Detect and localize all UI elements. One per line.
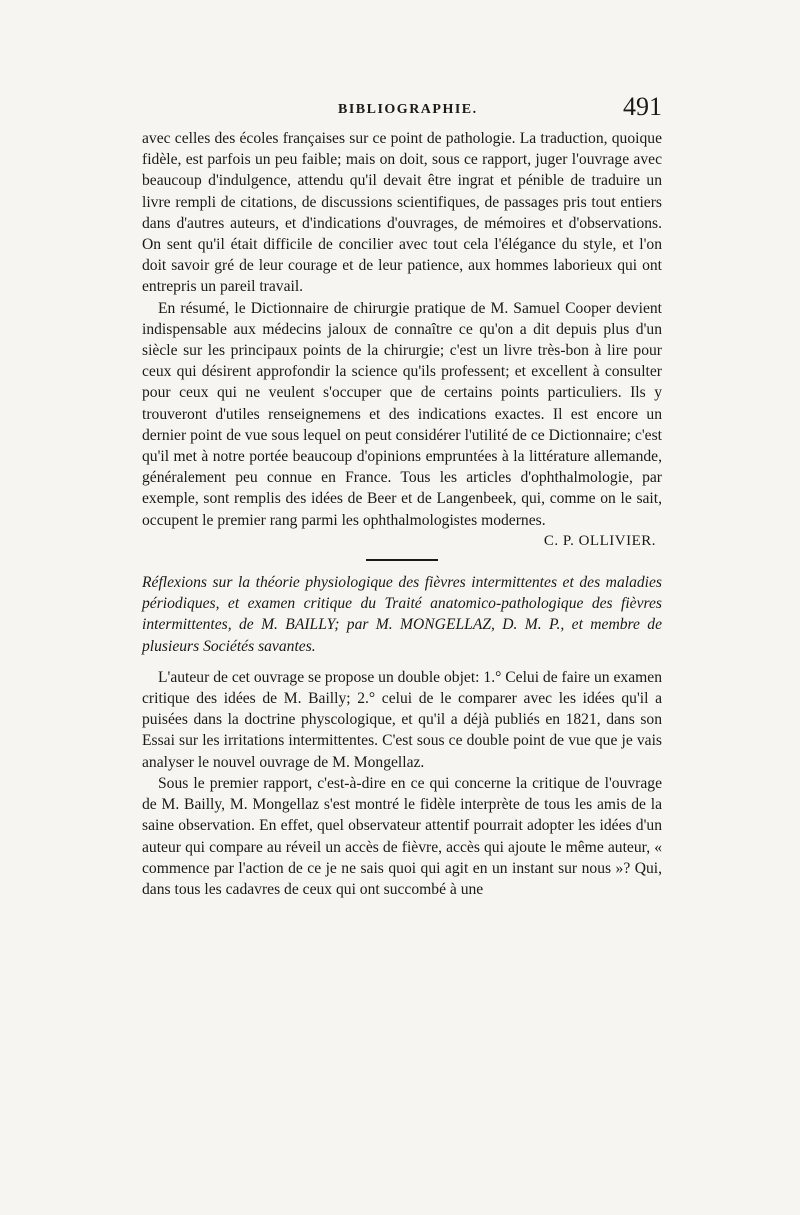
paragraph-summary: En résumé, le Dictionnaire de chirurgie pratique de M. Samuel Cooper devient indispensable aux médecins jaloux de connaître ce qu'on a dit depuis plus d'un siècle sur les principaux points de la chirurgie; c'est un livre très-bon à lire pour ceux qui désirent approfondir la science qu'ils professent; et excellent à consulter pour ceux qui ne veulent s'occuper que de certains points particuliers. Ils y trouveront d'utiles renseignemens et des indications exactes. Il est encore un dernier point de vue sous lequel on peut considérer l'utilité de ce Dictionnaire; c'est qu'il met à notre portée beaucoup d'opinions empruntées à la littérature allemande, généralement peu connue en France. Tous les articles d'ophthalmologie, par exemple, sont remplis des idées de Beer et de Langenbeek, qui, comme on le sait, occupent le premier rang parmi les ophthalmologistes modernes. bbox=[142, 299, 662, 529]
page-header bbox=[142, 92, 662, 132]
paragraph-review-critique: Sous le premier rapport, c'est-à-dire en ce qui concerne la critique de l'ouvrage de M. Bailly, M. Mongellaz s'est montré le fidèle interprète de tous les amis de la saine observation. En effet, quel observateur attentif pourrait adopter les idées d'un auteur qui compare au réveil un accès de fièvre, accès qui ajoute le même auteur, « commence par l'action de ce je ne sais quoi qui agit en un instant sur nous »? Qui, dans tous les cadavres de ceux qui ont succombé à une bbox=[142, 774, 662, 898]
section-separator bbox=[142, 552, 662, 572]
paragraph-translation: avec celles des écoles françaises sur ce point de pathologie. La traduction, quoique fidèle, est parfois un peu faible; mais on doit, sous ce rapport, juger l'ouvrage avec beaucoup d'indulgence, attendu qu'il devait être ingrat et pénible de traduire un livre rempli de citations, de discussions scientifiques, de passages pris tout entiers dans d'autres auteurs, et d'indications d'ouvrages, de mémoires et d'observations. On sent qu'il était difficile de concilier avec tout cela l'élégance du style, et l'on doit savoir gré de leur courage et de leur patience, aux hommes laborieux qui ont entrepris un pareil travail. bbox=[142, 130, 662, 296]
running-head: BIBLIOGRAPHIE. bbox=[338, 102, 478, 117]
paragraph-review-intro: L'auteur de cet ouvrage se propose un double objet: 1.° Celui de faire un examen critique des idées de M. Bailly; 2.° celui de le comparer avec les idées qu'il a puisées dans la doctrine physcologique, et qu'il a déjà publiés en 1821, dans son Essai sur les irritations intermittentes. C'est sous ce double point de vue que je vais analyser le nouvel ouvrage de M. Mongellaz. bbox=[142, 668, 662, 771]
author-signature: C. P. OLLIVIER. bbox=[543, 532, 656, 549]
page-body bbox=[142, 128, 662, 900]
separator-rule bbox=[366, 559, 438, 561]
review-title: Réflexions sur la théorie physiologique des fièvres intermittentes et des maladies périodiques, et examen critique du Traité anatomico-pathologique des fièvres intermittentes, de M. BAILLY; par M. MONGELLAZ, D. M. P., et membre de plusieurs Sociétés savantes. bbox=[142, 574, 662, 655]
page-number: 491 bbox=[623, 92, 662, 121]
